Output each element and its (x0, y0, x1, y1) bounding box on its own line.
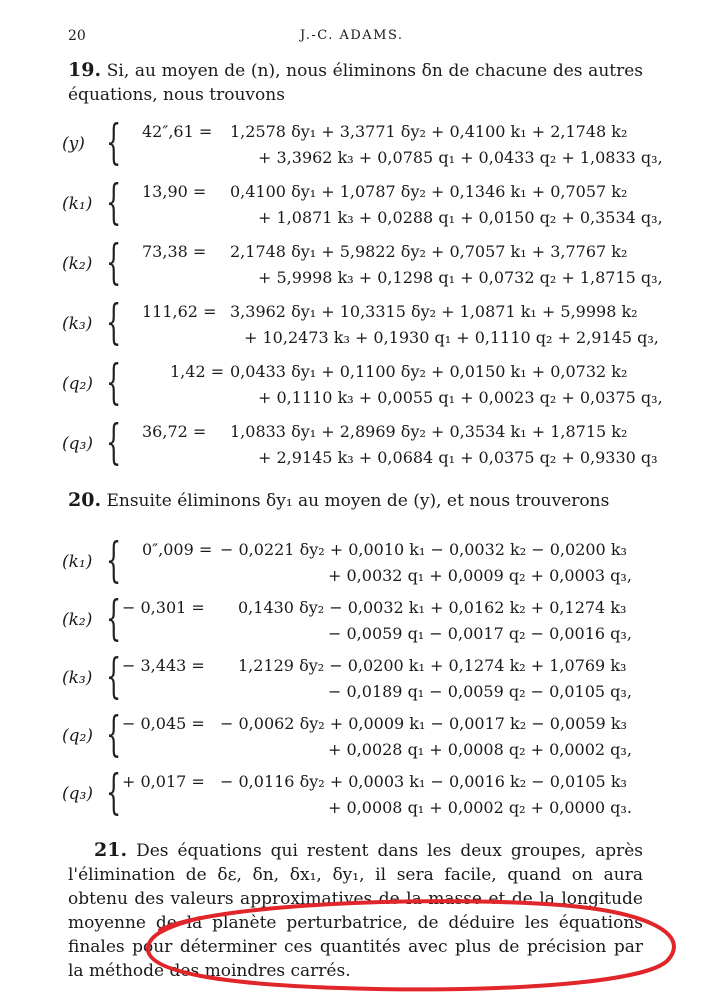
equation-rhs-line1: 1,0833 δy₁ + 2,8969 δy₂ + 0,3534 k₁ + 1,8715 k₂ (230, 422, 628, 441)
equation-rhs-line2: + 10,2473 k₃ + 0,1930 q₁ + 0,1110 q₂ + 2,9145 q₃, (244, 328, 659, 347)
equation-lhs: 73,38 = (142, 242, 207, 261)
equation-q2-reduced (62, 706, 662, 766)
equation-lhs: 0″,009 = (142, 540, 213, 559)
equation-rhs-line1: 0,4100 δy₁ + 1,0787 δy₂ + 0,1346 k₁ + 0,7057 k₂ (230, 182, 628, 201)
equation-rhs-line1: 2,1748 δy₁ + 5,9822 δy₂ + 0,7057 k₁ + 3,7767 k₂ (230, 242, 628, 261)
running-head: J.-C. ADAMS. (300, 28, 404, 43)
equation-label: (k₃) (62, 668, 93, 688)
equation-rhs-line1: 1,2578 δy₁ + 3,3771 δy₂ + 0,4100 k₁ + 2,1748 k₂ (230, 122, 628, 141)
section-20-number: 20. (68, 489, 102, 511)
section-20-text: Ensuite éliminons δy₁ au moyen de (y), et nous trouverons (106, 491, 610, 511)
equation-k2 (62, 234, 663, 294)
equation-rhs-line1: 0,1430 δy₂ − 0,0032 k₁ + 0,0162 k₂ + 0,1274 k₃ (238, 598, 627, 617)
brace-icon: { (106, 706, 122, 762)
page-number: 20 (68, 28, 86, 44)
equation-rhs-line1: 1,2129 δy₂ − 0,0200 k₁ + 0,1274 k₂ + 1,0769 k₃ (238, 656, 627, 675)
equation-rhs-line2: + 2,9145 k₃ + 0,0684 q₁ + 0,0375 q₂ + 0,9330 q₃ (258, 448, 658, 467)
equation-y (62, 114, 663, 174)
brace-icon: { (106, 764, 122, 820)
brace-icon: { (106, 234, 122, 290)
equation-rhs-line2: + 5,9998 k₃ + 0,1298 q₁ + 0,0732 q₂ + 1,8715 q₃, (258, 268, 663, 287)
equation-rhs-line2: + 0,0028 q₁ + 0,0008 q₂ + 0,0002 q₃, (328, 740, 632, 759)
equation-label: (q₂) (62, 726, 93, 746)
equation-q2 (62, 354, 663, 414)
equation-rhs-line1: − 0,0062 δy₂ + 0,0009 k₁ − 0,0017 k₂ − 0,0059 k₃ (220, 714, 627, 733)
section-21-paragraph (68, 838, 643, 983)
section-19-paragraph (68, 58, 643, 107)
brace-icon: { (106, 590, 122, 646)
equation-rhs-line2: + 3,3962 k₃ + 0,0785 q₁ + 0,0433 q₂ + 1,0833 q₃, (258, 148, 663, 167)
section-19-text: Si, au moyen de (n), nous éliminons δn de chacune des autres équations, nous trouvons (68, 61, 644, 105)
section-19-number: 19. (68, 59, 102, 81)
equation-label: (q₃) (62, 434, 93, 454)
brace-icon: { (106, 414, 122, 470)
equation-rhs-line2: + 0,0008 q₁ + 0,0002 q₂ + 0,0000 q₃. (328, 798, 632, 817)
equation-rhs-line1: 0,0433 δy₁ + 0,1100 δy₂ + 0,0150 k₁ + 0,0732 k₂ (230, 362, 628, 381)
equation-lhs: 42″,61 = (142, 122, 213, 141)
equation-label: (k₃) (62, 314, 93, 334)
section-21-text: Des équations qui restent dans les deux groupes, après l'élimination de δε, δn, δx₁, δy₁, il sera facile, quand on aura obtenu des valeurs approximatives de la masse et de la longitude moyenne de la planète perturbatrice, de déduire les équations finales pour déterminer ces quantités avec plus de précision par la méthode des moindres carrés. (68, 841, 643, 981)
equation-q3 (62, 414, 662, 474)
equation-label: (q₃) (62, 784, 93, 804)
equation-lhs: − 0,045 = (122, 714, 205, 733)
equation-rhs-line1: − 0,0116 δy₂ + 0,0003 k₁ − 0,0016 k₂ − 0,0105 k₃ (220, 772, 627, 791)
brace-icon: { (106, 648, 122, 704)
section-21-number: 21. (94, 839, 128, 861)
equation-k3-reduced (62, 648, 662, 708)
equation-k2-reduced (62, 590, 662, 650)
equation-lhs: 13,90 = (142, 182, 207, 201)
brace-icon: { (106, 294, 122, 350)
equation-rhs-line2: + 0,0032 q₁ + 0,0009 q₂ + 0,0003 q₃, (328, 566, 632, 585)
equation-lhs: 1,42 = (170, 362, 225, 381)
equation-rhs-line1: 3,3962 δy₁ + 10,3315 δy₂ + 1,0871 k₁ + 5,9998 k₂ (230, 302, 638, 321)
equation-label: (q₂) (62, 374, 93, 394)
equation-label: (k₂) (62, 254, 93, 274)
equation-q3-reduced (62, 764, 662, 824)
equation-label: (k₂) (62, 610, 93, 630)
equation-lhs: − 0,301 = (122, 598, 205, 617)
equation-label: (y) (62, 134, 85, 154)
section-20-paragraph (68, 488, 643, 513)
equation-k3 (62, 294, 662, 354)
equation-rhs-line2: − 0,0059 q₁ − 0,0017 q₂ − 0,0016 q₃, (328, 624, 632, 643)
equation-rhs-line2: + 0,1110 k₃ + 0,0055 q₁ + 0,0023 q₂ + 0,0375 q₃, (258, 388, 663, 407)
equation-rhs-line2: + 1,0871 k₃ + 0,0288 q₁ + 0,0150 q₂ + 0,3534 q₃, (258, 208, 663, 227)
brace-icon: { (106, 354, 122, 410)
brace-icon: { (106, 174, 122, 230)
equation-k1-reduced (62, 532, 662, 592)
equation-rhs-line2: − 0,0189 q₁ − 0,0059 q₂ − 0,0105 q₃, (328, 682, 632, 701)
equation-lhs: 111,62 = (142, 302, 217, 321)
equation-lhs: − 3,443 = (122, 656, 205, 675)
equation-rhs-line1: − 0,0221 δy₂ + 0,0010 k₁ − 0,0032 k₂ − 0,0200 k₃ (220, 540, 627, 559)
brace-icon: { (106, 532, 122, 588)
equation-k1 (62, 174, 663, 234)
equation-label: (k₁) (62, 552, 93, 572)
equation-label: (k₁) (62, 194, 93, 214)
equation-lhs: 36,72 = (142, 422, 207, 441)
equation-lhs: + 0,017 = (122, 772, 205, 791)
brace-icon: { (106, 114, 122, 170)
